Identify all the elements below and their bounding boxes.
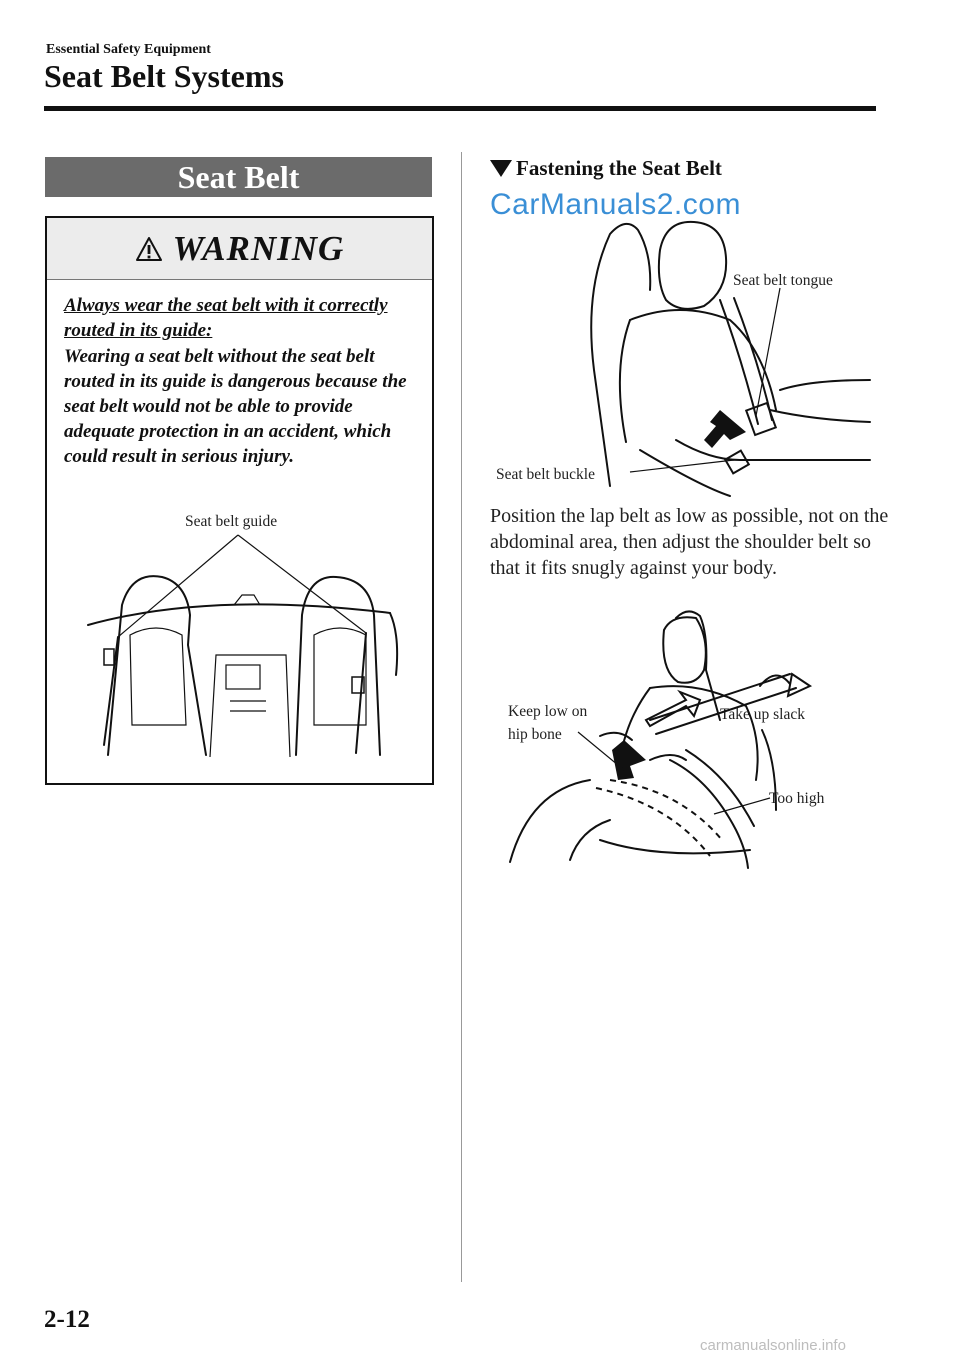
seat-belt-buckle-label: Seat belt buckle bbox=[496, 466, 595, 483]
fastening-heading bbox=[490, 156, 722, 181]
title-rule bbox=[44, 106, 876, 111]
keep-low-label-line2: hip bone bbox=[508, 726, 562, 743]
page-number: 2-12 bbox=[44, 1306, 90, 1333]
seat-belt-guide-illustration bbox=[60, 525, 420, 775]
keep-low-label-line1: Keep low on bbox=[508, 703, 588, 720]
section-label: Essential Safety Equipment bbox=[46, 42, 211, 57]
lap-belt-paragraph: Position the lap belt as low as possible, not on the abdominal area, then adjust the shoulder belt so that it fits snugly against your body. bbox=[490, 505, 889, 579]
fastening-heading-text: Fastening the Seat Belt bbox=[516, 156, 722, 180]
section-marker-icon bbox=[490, 160, 512, 177]
fastening-belt-illustration bbox=[480, 210, 880, 500]
warning-title: WARNING bbox=[172, 228, 345, 268]
seat-belt-banner: Seat Belt bbox=[45, 157, 432, 197]
footer-site: carmanualsonline.info bbox=[700, 1337, 846, 1354]
watermark: CarManuals2.com bbox=[490, 188, 741, 221]
warning-lead: Always wear the seat belt with it correctly routed in its guide: bbox=[64, 295, 388, 341]
belt-position-illustration bbox=[500, 610, 840, 870]
warning-triangle-icon bbox=[135, 236, 163, 262]
warning-header bbox=[47, 218, 432, 280]
take-up-slack-label: Take up slack bbox=[720, 706, 805, 723]
page-title: Seat Belt Systems bbox=[44, 58, 284, 94]
seat-belt-tongue-label: Seat belt tongue bbox=[733, 272, 833, 289]
seat-belt-guide-label: Seat belt guide bbox=[185, 513, 278, 530]
column-divider bbox=[461, 152, 462, 1282]
warning-body: Wearing a seat belt without the seat belt routed in its guide is dangerous because the seat belt would not be able to provide adequate protection in an accident, which could result in serious injury. bbox=[64, 346, 407, 467]
too-high-label: Too high bbox=[769, 790, 825, 807]
